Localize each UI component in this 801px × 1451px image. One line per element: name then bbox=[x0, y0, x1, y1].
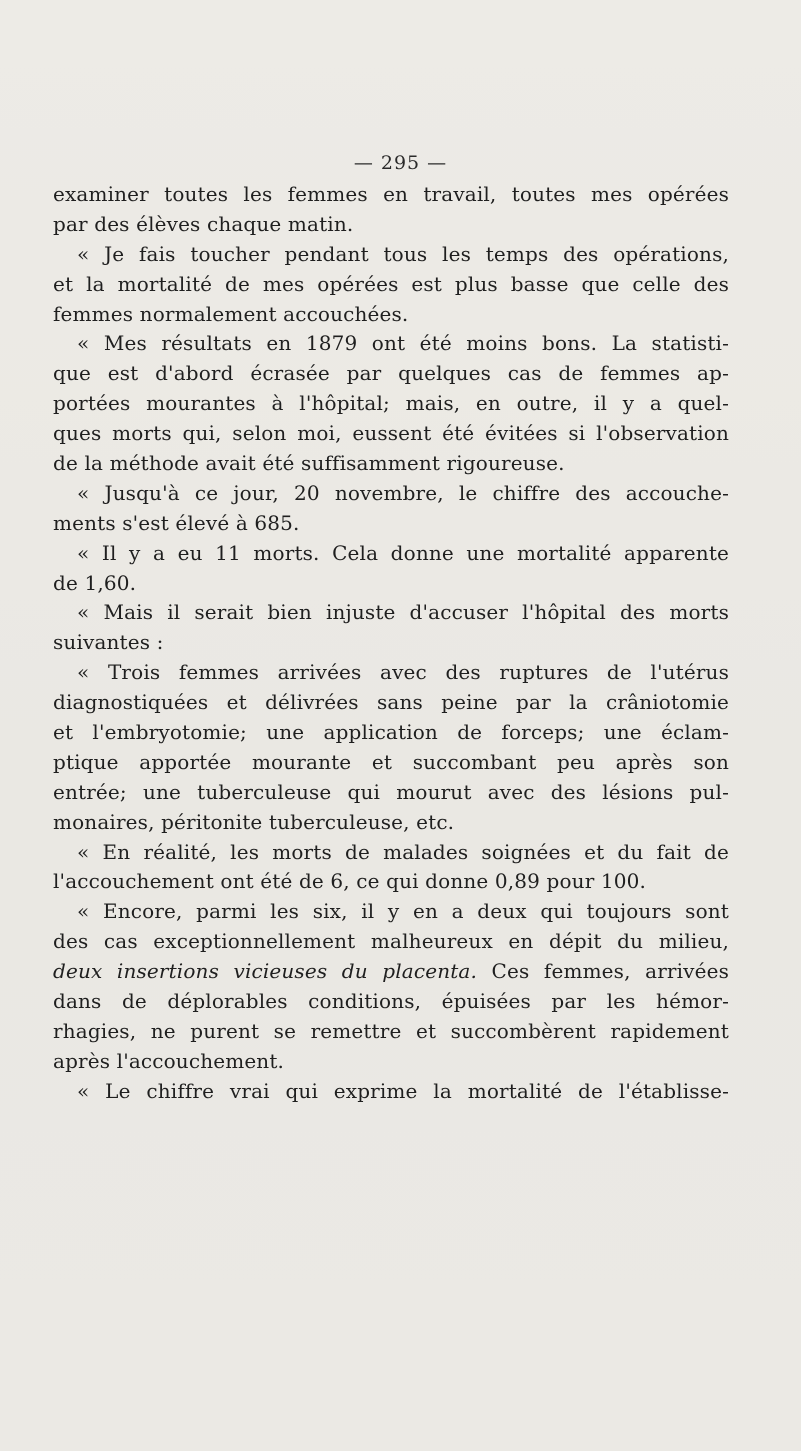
text-line: ptique apportée mourante et succombant peu après son bbox=[53, 749, 729, 774]
text-line: monaires, péritonite tuberculeuse, etc. bbox=[53, 809, 455, 834]
italic-phrase: deux insertions vicieuses du placenta. bbox=[53, 959, 477, 984]
text-line: « Le chiffre vrai qui exprime la mortalité de l'établisse- bbox=[77, 1078, 729, 1103]
text-line: « Mes résultats en 1879 ont été moins bons. La statisti- bbox=[77, 331, 729, 356]
body-text bbox=[53, 180, 729, 1107]
text-line: « Encore, parmi les six, il y en a deux qui toujours sont bbox=[77, 899, 729, 924]
text-span: Ces femmes, arrivées bbox=[477, 959, 729, 984]
text-line: dans de déplorables conditions, épuisées par les hémor- bbox=[53, 989, 729, 1014]
text-line bbox=[53, 957, 729, 987]
text-line: « En réalité, les morts de malades soignées et du fait de bbox=[77, 839, 729, 864]
text-line: suivantes : bbox=[53, 630, 164, 655]
text-line: « Il y a eu 11 morts. Cela donne une mortalité apparente bbox=[77, 540, 729, 565]
text-line: que est d'abord écrasée par quelques cas de femmes ap- bbox=[53, 361, 729, 386]
text-line: après l'accouchement. bbox=[53, 1048, 285, 1073]
text-line: ques morts qui, selon moi, eussent été évitées si l'observation bbox=[53, 421, 729, 446]
page-number: — 295 — bbox=[353, 152, 448, 174]
text-line: entrée; une tuberculeuse qui mourut avec des lésions pul- bbox=[53, 779, 729, 804]
text-line: « Jusqu'à ce jour, 20 novembre, le chiffre des accouche- bbox=[77, 480, 729, 505]
text-line: par des élèves chaque matin. bbox=[53, 211, 354, 236]
text-line: ments s'est élevé à 685. bbox=[53, 510, 300, 535]
text-line: de 1,60. bbox=[53, 570, 137, 595]
text-line: et l'embryotomie; une application de forceps; une éclam- bbox=[53, 720, 729, 745]
text-line: « Trois femmes arrivées avec des ruptures de l'utérus bbox=[77, 660, 729, 685]
text-line: femmes normalement accouchées. bbox=[53, 301, 409, 326]
text-line: des cas exceptionnellement malheureux en dépit du milieu, bbox=[53, 929, 729, 954]
text-line: portées mourantes à l'hôpital; mais, en outre, il y a quel- bbox=[53, 391, 729, 416]
text-line: et la mortalité de mes opérées est plus basse que celle des bbox=[53, 271, 729, 296]
text-line: « Je fais toucher pendant tous les temps des opérations, bbox=[77, 241, 729, 266]
text-line: rhagies, ne purent se remettre et succombèrent rapidement bbox=[53, 1018, 729, 1043]
text-line: de la méthode avait été suffisamment rigoureuse. bbox=[53, 451, 565, 476]
text-line: examiner toutes les femmes en travail, toutes mes opérées bbox=[53, 182, 729, 206]
text-line: diagnostiquées et délivrées sans peine par la crâniotomie bbox=[53, 690, 729, 715]
text-line: « Mais il serait bien injuste d'accuser l'hôpital des morts bbox=[77, 600, 729, 625]
text-line: l'accouchement ont été de 6, ce qui donne 0,89 pour 100. bbox=[53, 869, 647, 894]
